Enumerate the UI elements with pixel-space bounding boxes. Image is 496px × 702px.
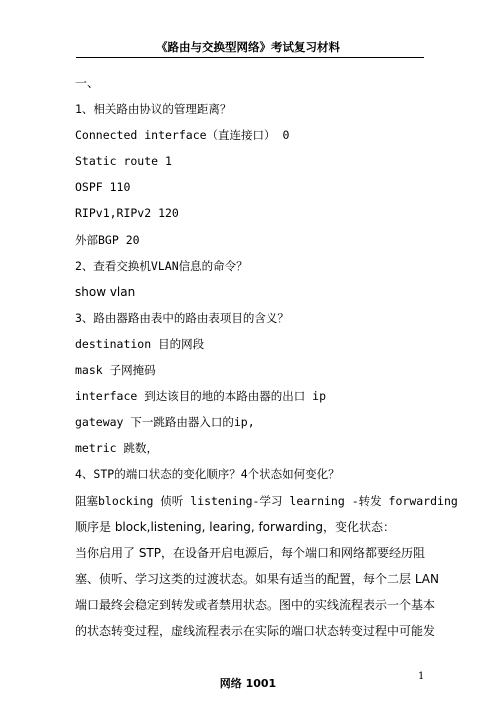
answer-line: show vlan <box>75 284 136 299</box>
paragraph-line: 端口最终会稳定到转发或者禁用状态。图中的实线流程表示一个基本 <box>75 597 436 612</box>
footer-label: 网络 1001 <box>219 677 277 690</box>
answer-line: interface 到达该目的地的本路由器的出口 ip <box>75 389 327 404</box>
question-4: 4、STP的端口状态的变化顺序？4个状态如何变化？ <box>75 467 340 482</box>
answer-line: 外部BGP 20 <box>75 232 140 247</box>
answer-line: destination 目的网段 <box>75 336 205 351</box>
page-number: 1 <box>418 671 425 682</box>
answer-line: Connected interface（直连接口） 0 <box>75 128 290 143</box>
answer-line: metric 跳数， <box>75 441 158 456</box>
document-header-title: 《路由与交换型网络》考试复习材料 <box>156 40 340 54</box>
section-heading: 一、 <box>75 76 100 90</box>
question-2: 2、查看交换机VLAN信息的命令？ <box>75 258 248 273</box>
answer-line: RIPv1,RIPv2 120 <box>75 206 179 221</box>
paragraph-line: 塞、侦听、学习这类的过渡状态。如果有适当的配置，每个二层 LAN <box>75 571 439 586</box>
question-3: 3、路由器路由表中的路由表项目的含义？ <box>75 310 289 325</box>
document-body <box>75 70 458 644</box>
question-1: 1、相关路由协议的管理距离？ <box>75 102 232 117</box>
answer-line: gateway 下一跳路由器入口的ip, <box>75 415 255 430</box>
paragraph-line: 的状态转变过程，虚线流程表示在实际的端口状态转变过程中可能发 <box>75 623 436 638</box>
paragraph-line: 当你启用了 STP，在设备开启电源后，每个端口和网络都要经历阻 <box>75 545 426 560</box>
answer-line: OSPF 110 <box>75 180 131 195</box>
answer-line: 顺序是 block,listening, learing, forwarding，变化状态： <box>75 519 396 534</box>
answer-line: mask 子网掩码 <box>75 363 156 378</box>
answer-line: 阻塞blocking 侦听 listening-学习 learning -转发 forwarding <box>75 493 458 508</box>
answer-line: Static route 1 <box>75 154 172 169</box>
header-rule <box>76 57 424 58</box>
